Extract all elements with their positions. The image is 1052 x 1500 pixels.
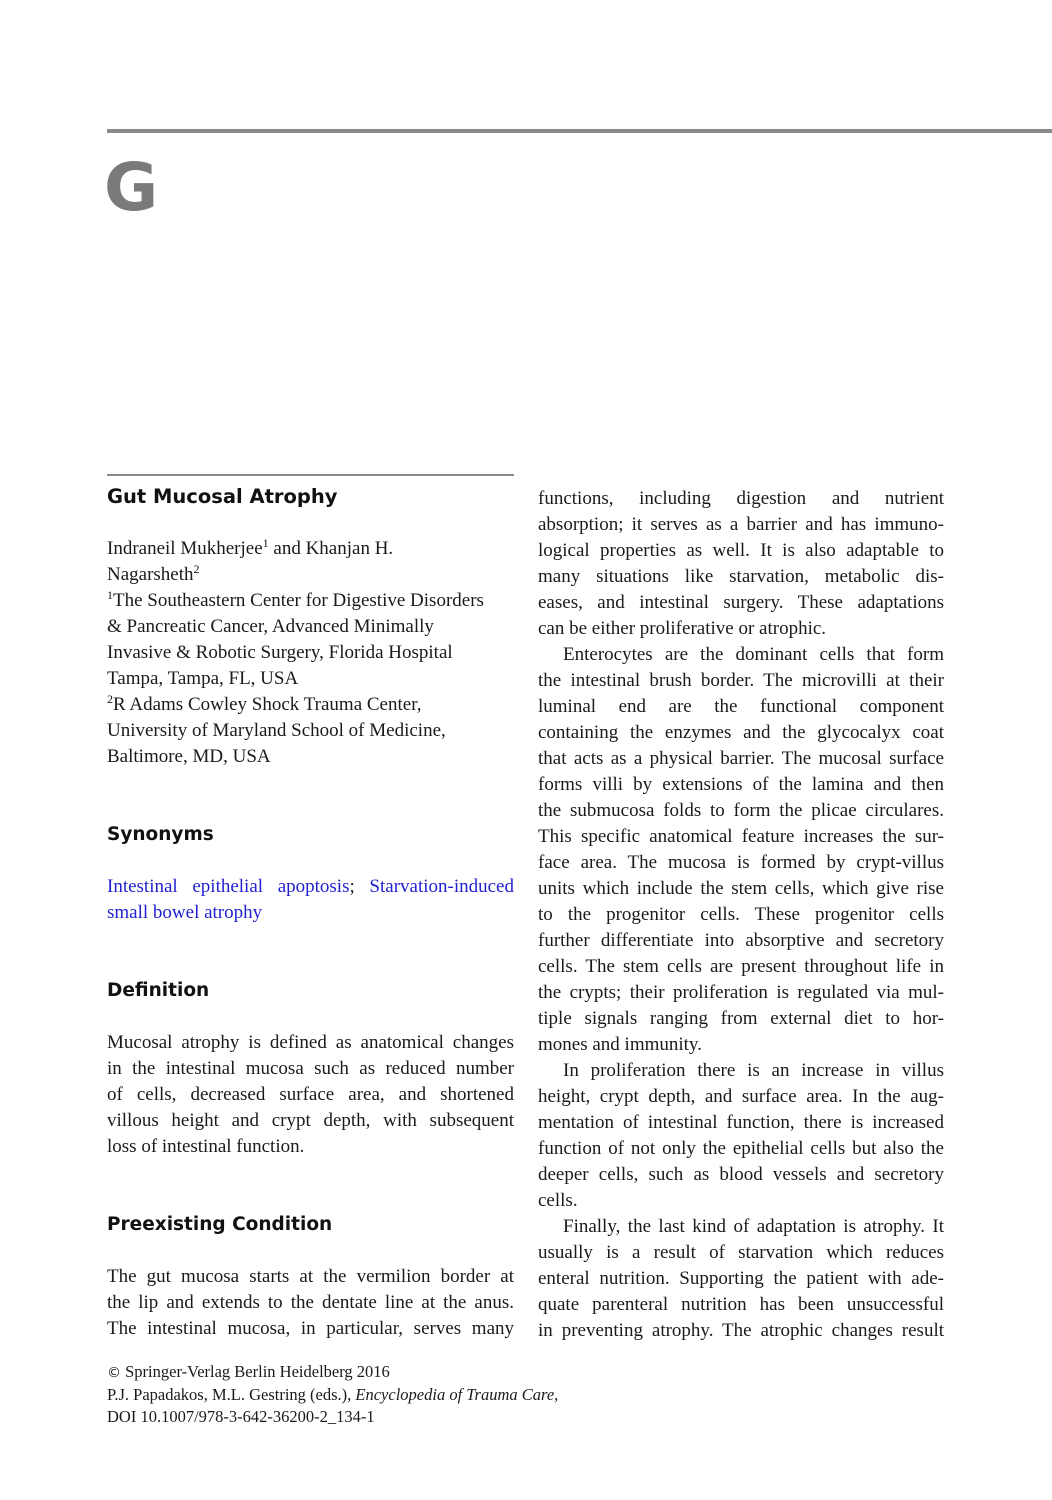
text-line: Mucosal atrophy is defined as anatomical changes (107, 1032, 514, 1053)
text-line: containing the enzymes and the glycocalyx coat (538, 722, 944, 743)
book-title: Encyclopedia of Trauma Care (355, 1385, 555, 1404)
text-line: cells. (538, 1190, 578, 1211)
author-list (107, 536, 514, 588)
text-line: the intestinal brush border. The microvilli at their (538, 670, 944, 691)
preexisting-paragraph (107, 1264, 514, 1342)
text-line: in preventing atrophy. The atrophic changes result (538, 1320, 944, 1341)
synonym-link-apoptosis[interactable]: Intestinal epithelial apoptosis (107, 876, 350, 897)
preexisting-heading: Preexisting Condition (107, 1214, 333, 1235)
text-line: the crypts; their proliferation is regulated via mul- (538, 982, 944, 1003)
affiliation-2-line: Baltimore, MD, USA (107, 746, 271, 767)
text-line: loss of intestinal function. (107, 1136, 305, 1157)
text-line: enteral nutrition. Supporting the patient with ade- (538, 1268, 944, 1289)
author-line-1: Indraneil Mukherjee$^1$ and Khanjan H. (107, 536, 394, 559)
text-line: Finally, the last kind of adaptation is atrophy. It (563, 1216, 944, 1237)
text-line: Enterocytes are the dominant cells that form (563, 644, 944, 665)
copyright-icon: © (107, 1365, 121, 1381)
text-line: deeper cells, such as blood vessels and secretory (538, 1164, 944, 1185)
text-line: eases, and intestinal surgery. These adaptations (538, 592, 944, 613)
definition-heading: Definition (107, 980, 210, 1001)
synonyms-list (107, 874, 514, 926)
text-line: in the intestinal mucosa such as reduced number (107, 1058, 514, 1079)
synonyms-line: Intestinal epithelial apoptosis; Starvation-induced (107, 876, 514, 897)
text-line: face area. The mucosa is formed by crypt-villus (538, 852, 944, 873)
affiliation-2-line: $^2$R Adams Cowley Shock Trauma Center, (107, 692, 422, 715)
left-column (107, 484, 514, 1342)
text-line: can be either proliferative or atrophic. (538, 618, 827, 639)
text-line: that acts as a physical barrier. The mucosal surface (538, 748, 944, 769)
affiliation-1-line: & Pancreatic Cancer, Advanced Minimally (107, 616, 434, 637)
text-line: The gut mucosa starts at the vermilion border at (107, 1266, 514, 1287)
text-line: further differentiate into absorptive and secretory (538, 930, 944, 951)
paragraph-enterocytes (538, 642, 944, 1058)
author-line-2: Nagarsheth$^2$ (107, 562, 200, 585)
text-line: cells. The stem cells are present throughout life in (538, 956, 944, 977)
doi-line: DOI 10.1007/978-3-642-36200-2_134-1 (107, 1407, 375, 1426)
affiliation-1-line: Tampa, Tampa, FL, USA (107, 668, 299, 689)
text-line: quate parenteral nutrition has been unsuccessful (538, 1294, 944, 1315)
synonym-link-starvation-cont[interactable]: small bowel atrophy (107, 902, 263, 923)
editors-line: P.J. Papadakos, M.L. Gestring (eds.), Encyclopedia of Trauma Care, (107, 1385, 559, 1404)
synonyms-line (107, 900, 514, 926)
text-line: luminal end are the functional component (538, 696, 944, 717)
text-line: forms villi by extensions of the lamina and then (538, 774, 944, 795)
section-letter: G (104, 149, 159, 226)
text-line: tiple signals ranging from external diet to hor- (538, 1008, 944, 1029)
paragraph-proliferation (538, 1058, 944, 1214)
text-line: In proliferation there is an increase in villus (563, 1060, 944, 1081)
text-line: absorption; it serves as a barrier and has immuno- (538, 514, 944, 535)
text-line: of cells, decreased surface area, and shortened (107, 1084, 514, 1105)
synonym-link-starvation[interactable]: Starvation-induced (369, 876, 514, 897)
affiliation-2-line: University of Maryland School of Medicine, (107, 720, 446, 741)
text-line: villous height and crypt depth, with subsequent (107, 1110, 514, 1131)
text-line: to the progenitor cells. These progenitor cells (538, 904, 944, 925)
citation-footer (107, 1361, 558, 1428)
text-line: logical properties as well. It is also adaptable to (538, 540, 944, 561)
text-line: the submucosa folds to form the plicae circulares. (538, 800, 944, 821)
copyright-line: © Springer-Verlag Berlin Heidelberg 2016 (107, 1362, 390, 1381)
text-line: the lip and extends to the dentate line at the anus. (107, 1292, 514, 1313)
text-line: mones and immunity. (538, 1034, 702, 1055)
title-rule (107, 474, 514, 476)
affiliations (107, 588, 514, 770)
text-line: This specific anatomical feature increases the sur- (538, 826, 944, 847)
right-column (538, 486, 944, 1344)
text-line: height, crypt depth, and surface area. In the aug- (538, 1086, 944, 1107)
affiliation-1-line: $^1$The Southeastern Center for Digestive Disorders (107, 588, 484, 611)
definition-paragraph (107, 1030, 514, 1160)
paragraph-functions (538, 486, 944, 642)
text-line: function of not only the epithelial cells but also the (538, 1138, 944, 1159)
text-line: mentation of intestinal function, there is increased (538, 1112, 944, 1133)
paragraph-atrophy (538, 1214, 944, 1344)
text-line: many situations like starvation, metabolic dis- (538, 566, 944, 587)
text-line: units which include the stem cells, which give rise (538, 878, 944, 899)
synonyms-heading: Synonyms (107, 824, 214, 845)
text-line: usually is a result of starvation which reduces (538, 1242, 944, 1263)
text-line: The intestinal mucosa, in particular, serves many (107, 1318, 514, 1339)
affiliation-1-line: Invasive & Robotic Surgery, Florida Hospital (107, 642, 453, 663)
text-line: functions, including digestion and nutrient (538, 488, 944, 509)
article-title: Gut Mucosal Atrophy (107, 485, 338, 508)
top-rule (107, 129, 1052, 133)
